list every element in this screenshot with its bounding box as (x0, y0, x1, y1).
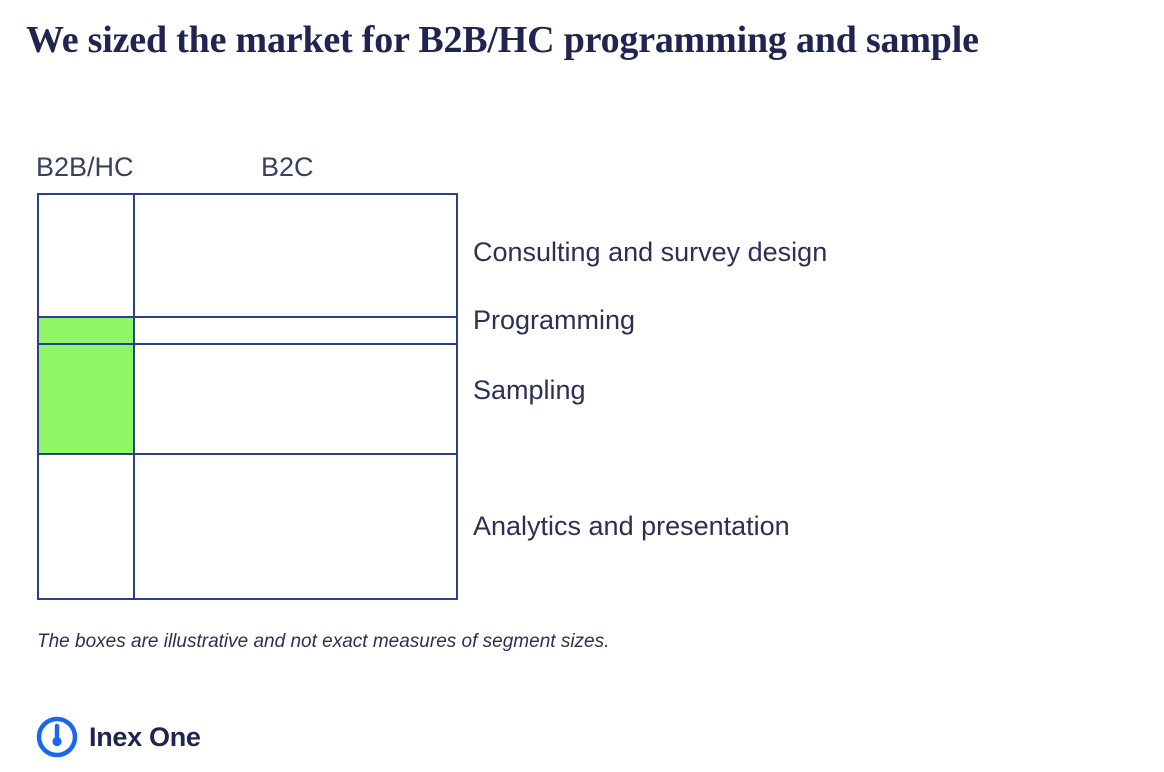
matrix-row (39, 345, 456, 455)
matrix-row-label-sampling: Sampling (473, 375, 586, 405)
matrix-row-label-analytics: Analytics and presentation (473, 511, 790, 541)
matrix-cell-b2c (135, 345, 456, 453)
matrix-cell-b2c (135, 318, 456, 343)
brand-logo (36, 716, 201, 758)
inex-one-logo-icon (36, 716, 78, 758)
matrix-cell-b2bhc (39, 455, 135, 598)
matrix-row-label-programming: Programming (473, 305, 636, 335)
page-title: We sized the market for B2B/HC programming and sample (26, 19, 979, 61)
matrix-cell-b2c (135, 455, 456, 598)
matrix-row (39, 195, 456, 318)
matrix-row (39, 455, 456, 598)
footnote: The boxes are illustrative and not exact measures of segment sizes. (37, 631, 610, 652)
brand-name: Inex One (89, 721, 201, 752)
market-matrix (37, 193, 458, 600)
matrix-cell-b2c (135, 195, 456, 316)
matrix-column-header-b2bhc: B2B/HC (36, 152, 134, 182)
matrix-cell-b2bhc (39, 318, 135, 343)
matrix-row-label-consulting: Consulting and survey design (473, 237, 828, 267)
matrix-row (39, 318, 456, 345)
matrix-cell-b2bhc (39, 195, 135, 316)
matrix-cell-b2bhc (39, 345, 135, 453)
matrix-column-header-b2c: B2C (261, 152, 314, 182)
